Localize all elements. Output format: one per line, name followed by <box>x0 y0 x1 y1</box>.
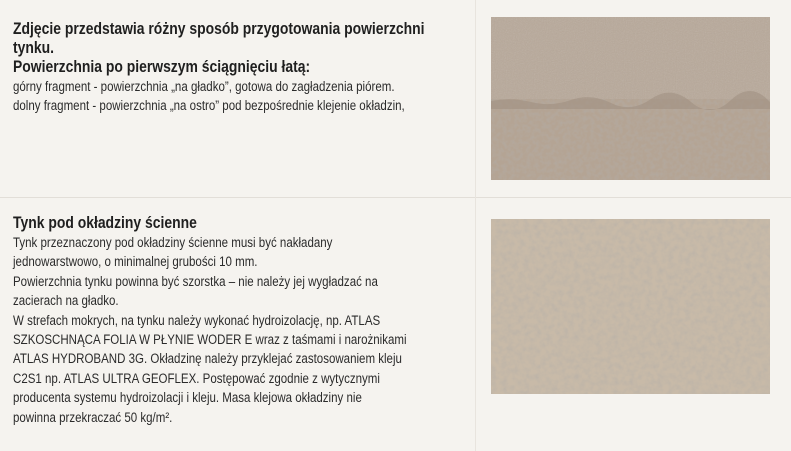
heading-line: Zdjęcie przedstawia różny sposób przygotowania powierzchni <box>13 20 425 38</box>
photo-image <box>491 17 770 180</box>
section-divider <box>0 197 791 198</box>
body-line: Tynk przeznaczony pod okładziny ścienne musi być nakładany <box>13 235 333 250</box>
plaster-surface-smooth-and-rough-photo <box>491 17 770 180</box>
section-smooth-rough-text <box>13 20 463 116</box>
section-wall-tiles-text <box>13 214 463 427</box>
body-line: dolny fragment - powierzchnia „na ostro” pod bezpośrednie klejenie okładzin, <box>13 98 405 114</box>
column-divider <box>475 0 476 451</box>
photo-image <box>491 219 770 394</box>
heading-line: tynku. <box>13 39 54 57</box>
body-line: C2S1 np. ATLAS ULTRA GEOFLEX. Postępować zgodnie z wytycznymi <box>13 370 380 386</box>
section-heading: Tynk pod okładziny ścienne <box>13 214 197 232</box>
body-line: W strefach mokrych, na tynku należy wykonać hydroizolację, np. ATLAS <box>13 312 381 328</box>
body-line: producenta systemu hydroizolacji i kleju. Masa klejowa okładziny nie <box>13 390 362 406</box>
body-line: górny fragment - powierzchnia „na gładko”, gotowa do zagładzenia piórem. <box>13 79 395 94</box>
body-line: SZKOSCHNĄCA FOLIA W PŁYNIE WODER E wraz z taśmami i narożnikami <box>13 332 407 348</box>
subheading: Powierzchnia po pierwszym ściągnięciu łatą: <box>13 58 311 76</box>
body-line: zacierach na gładko. <box>13 293 119 309</box>
plaster-surface-rough-photo <box>491 219 770 394</box>
body-line: powinna przekraczać 50 kg/m². <box>13 409 173 425</box>
body-line: jednowarstwowo, o minimalnej grubości 10 mm. <box>13 254 258 270</box>
body-line: Powierzchnia tynku powinna być szorstka – nie należy jej wygładzać na <box>13 273 378 289</box>
body-line: ATLAS HYDROBAND 3G. Okładzinę należy przyklejać zastosowaniem kleju <box>13 351 402 367</box>
section-heading <box>13 20 463 77</box>
